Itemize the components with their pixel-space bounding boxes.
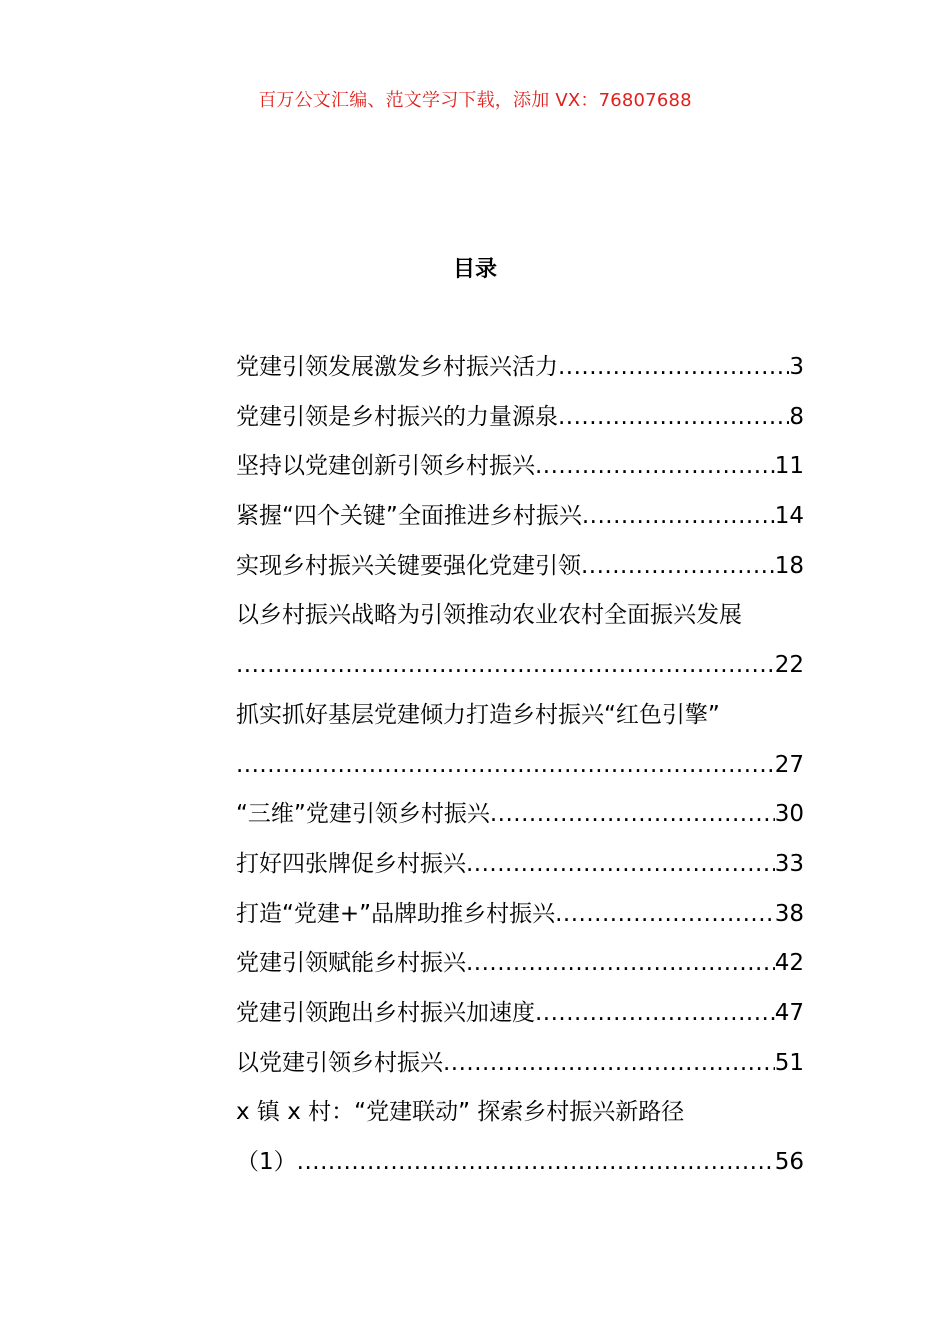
- toc-entry-page: 11: [774, 453, 804, 480]
- toc-entry[interactable]: [236, 492, 804, 542]
- toc-entry-title: 坚持以党建创新引领乡村振兴: [236, 453, 535, 480]
- toc-entry-page: 51: [774, 1049, 804, 1076]
- toc-leader-dots: [558, 343, 789, 393]
- toc-entry-title: 打造“党建+”品牌助推乡村振兴: [236, 900, 556, 927]
- toc-entry-title-cont: （1）: [236, 1149, 297, 1175]
- toc-entry[interactable]: [236, 840, 804, 890]
- toc-entry-title: 党建引领发展激发乡村振兴活力: [236, 354, 558, 380]
- toc-entry[interactable]: [236, 542, 804, 592]
- toc-leader-dots: [555, 890, 775, 940]
- toc-leader-dots: [558, 393, 789, 443]
- toc-entry[interactable]: [236, 890, 804, 940]
- toc-entry-title-line[interactable]: 抓实抓好基层党建倾力打造乡村振兴“红色引擎”: [236, 701, 720, 728]
- toc-entry-title: 党建引领赋能乡村振兴: [236, 950, 466, 977]
- toc-entry-page: 38: [774, 900, 804, 927]
- table-of-contents: [236, 343, 804, 1188]
- toc-leader-dots: [236, 641, 775, 691]
- toc-entry[interactable]: [236, 939, 804, 989]
- toc-entry-title: 党建引领跑出乡村振兴加速度: [236, 999, 535, 1026]
- toc-leader-dots: [582, 492, 775, 542]
- toc-entry-title: 打好四张牌促乡村振兴: [236, 850, 466, 877]
- toc-entry-page: 27: [774, 751, 804, 778]
- toc-entry-title-line[interactable]: 以乡村振兴战略为引领推动农业农村全面振兴发展: [236, 602, 742, 629]
- toc-entry-page: 14: [774, 503, 804, 530]
- toc-entry[interactable]: [236, 442, 804, 492]
- toc-entry[interactable]: [236, 741, 804, 791]
- toc-entry-page: 18: [774, 552, 804, 579]
- toc-leader-dots: [535, 442, 775, 492]
- toc-entry-page: 56: [774, 1149, 804, 1175]
- toc-entry-title: 实现乡村振兴关键要强化党建引领: [236, 552, 581, 579]
- toc-entry-page: 22: [774, 652, 804, 679]
- toc-entry-page: 8: [789, 403, 804, 430]
- toc-entry-title: 以党建引领乡村振兴: [236, 1049, 443, 1076]
- toc-leader-dots: [490, 790, 775, 840]
- toc-entry-page: 47: [774, 999, 804, 1026]
- toc-leader-dots: [466, 939, 775, 989]
- toc-leader-dots: [443, 1039, 775, 1089]
- toc-entry[interactable]: [236, 343, 804, 393]
- toc-leader-dots: [236, 741, 775, 791]
- toc-entry[interactable]: [236, 1138, 804, 1188]
- toc-entry-title-line[interactable]: x 镇 x 村：“党建联动” 探索乡村振兴新路径: [236, 1099, 685, 1126]
- page-title: 目录: [452, 257, 497, 282]
- toc-entry-title: “三维”党建引领乡村振兴: [236, 801, 490, 828]
- toc-entry[interactable]: [236, 641, 804, 691]
- toc-leader-dots: [535, 989, 775, 1039]
- toc-leader-dots: [466, 840, 775, 890]
- toc-leader-dots: [581, 542, 775, 592]
- toc-entry[interactable]: [236, 1039, 804, 1089]
- toc-entry-page: 3: [789, 354, 804, 380]
- toc-entry[interactable]: [236, 989, 804, 1039]
- toc-leader-dots: [297, 1138, 775, 1188]
- watermark-header: 百万公文汇编、范文学习下载，添加 VX：76807688: [258, 90, 692, 111]
- toc-entry[interactable]: [236, 790, 804, 840]
- toc-entry[interactable]: [236, 393, 804, 443]
- toc-entry-page: 30: [774, 801, 804, 828]
- toc-entry-page: 42: [774, 950, 804, 977]
- toc-entry-title: 党建引领是乡村振兴的力量源泉: [236, 403, 558, 430]
- toc-entry-page: 33: [774, 850, 804, 877]
- toc-entry-title: 紧握“四个关键”全面推进乡村振兴: [236, 503, 582, 530]
